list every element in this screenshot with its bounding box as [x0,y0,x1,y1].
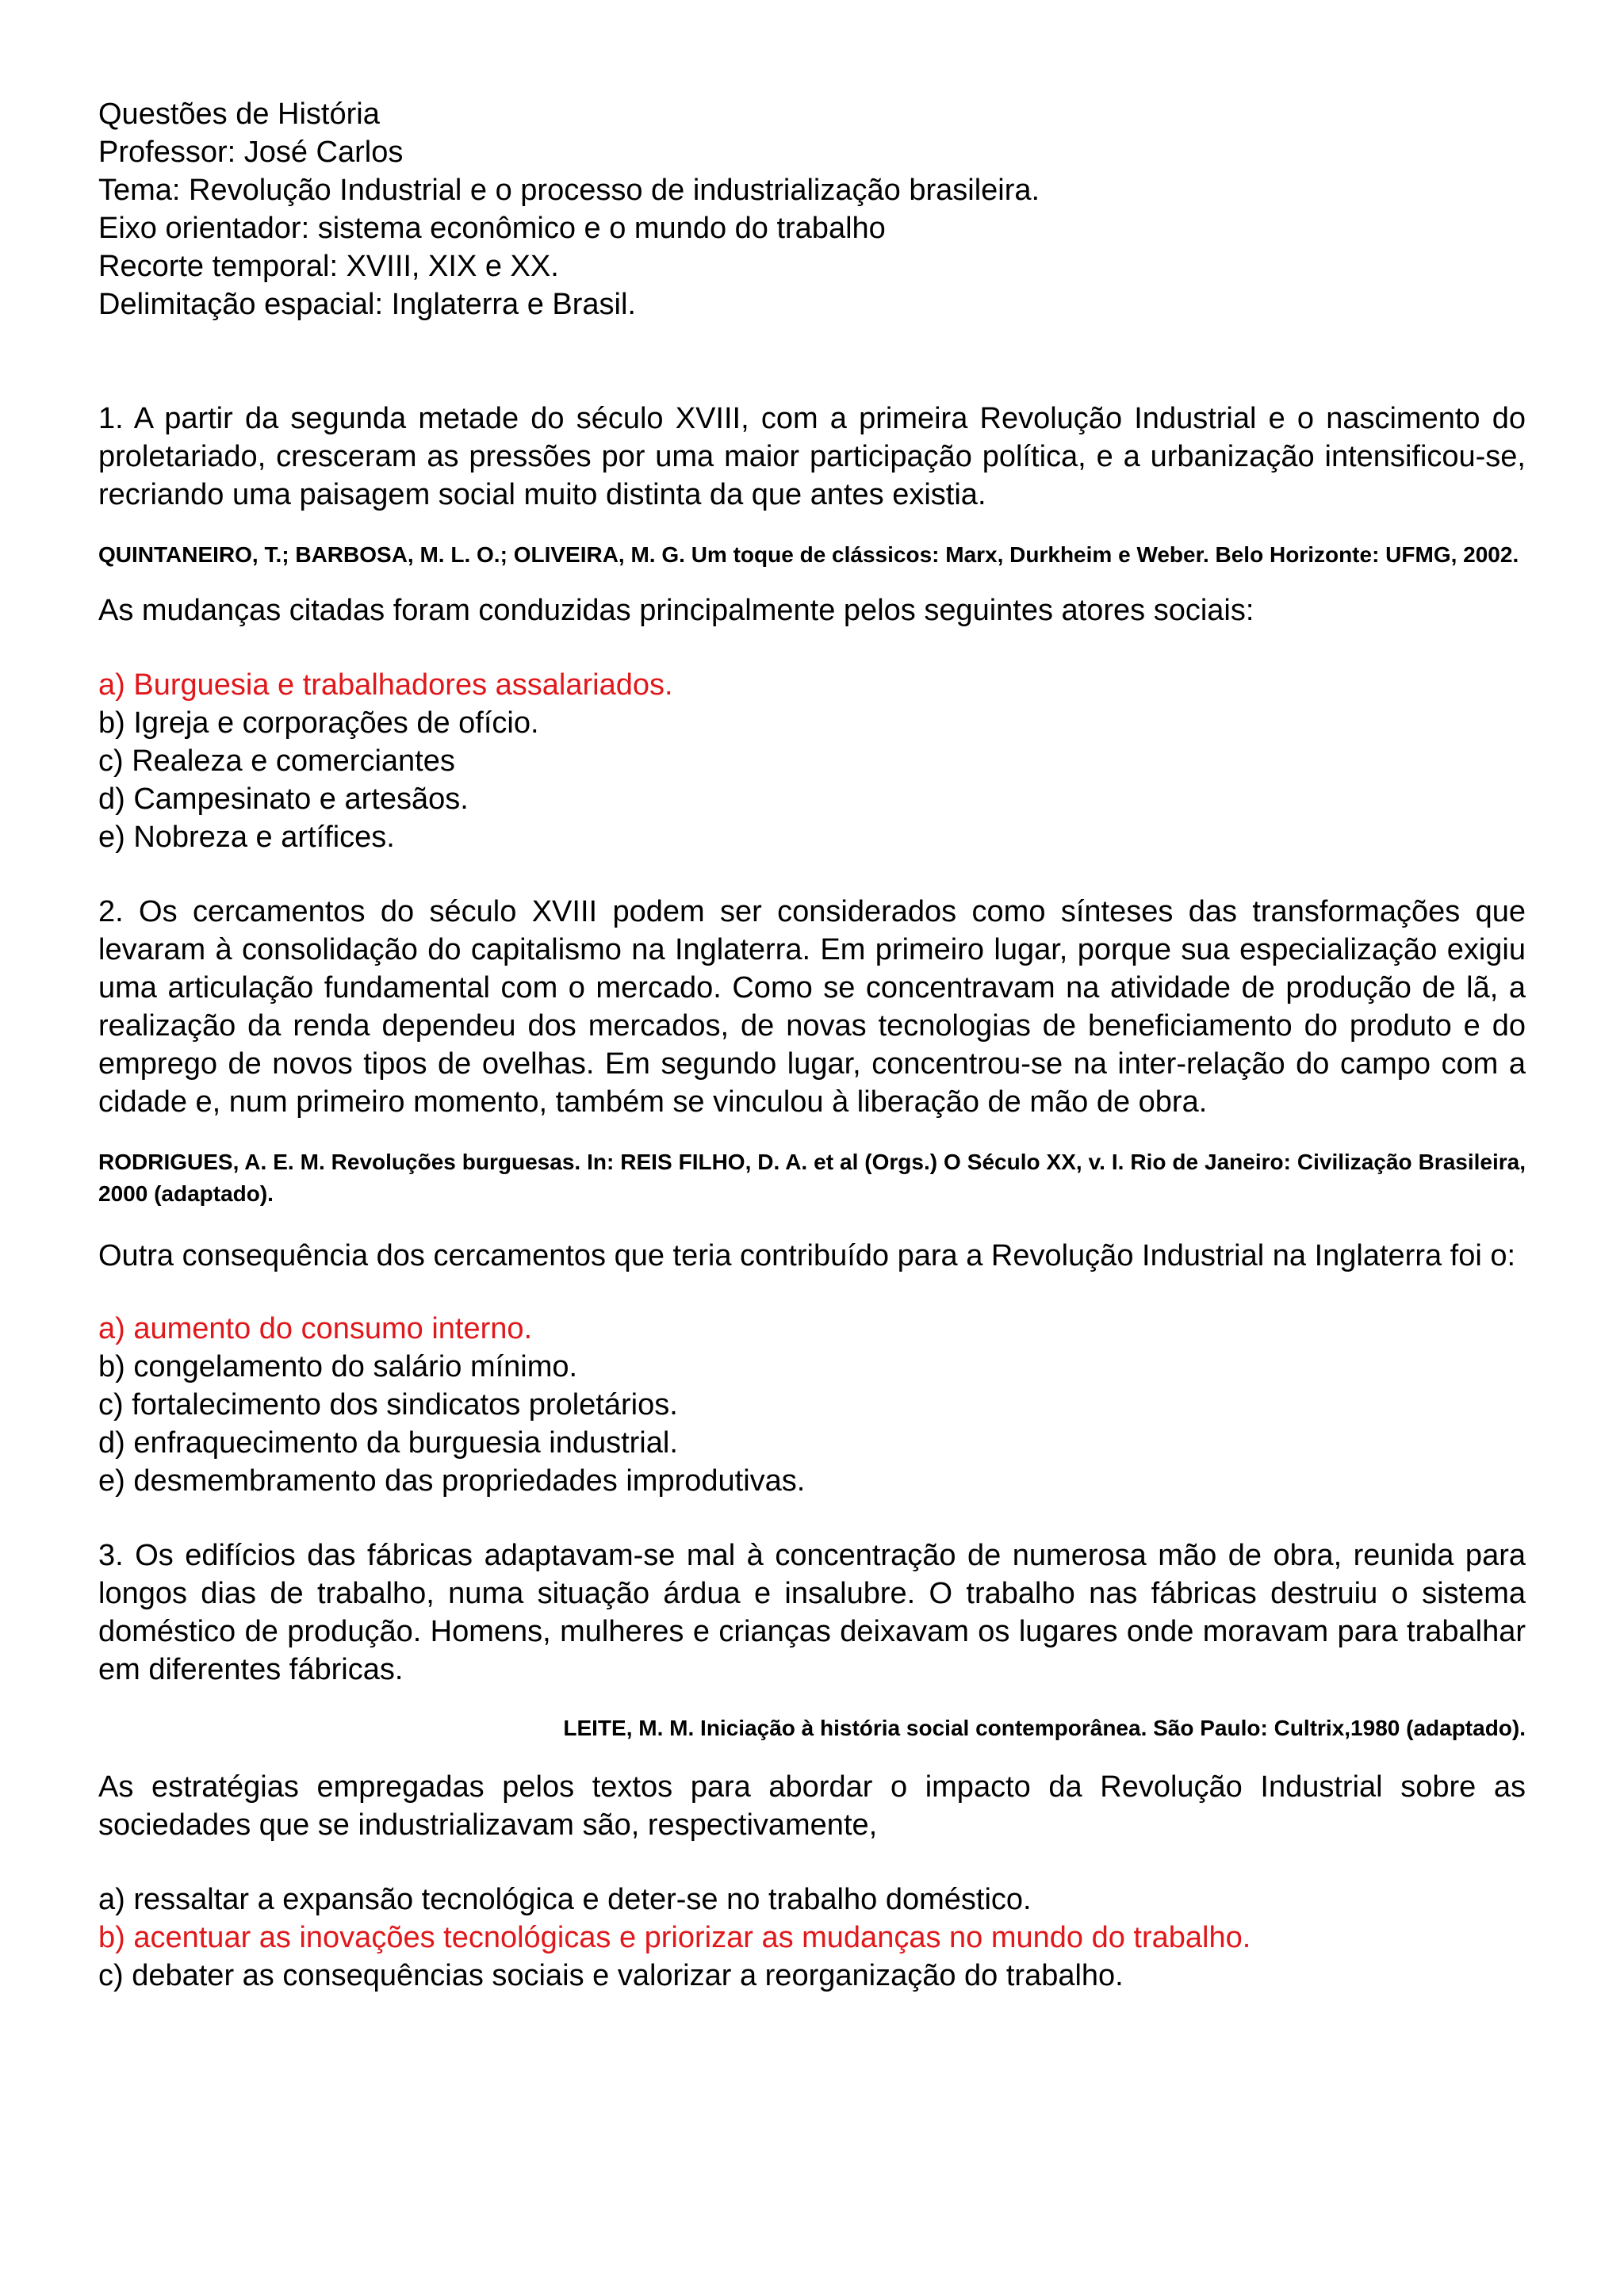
question-1-text: 1. A partir da segunda metade do século XVIII, com a primeira Revolução Industrial e o nascimento do proletariado, cresceram as pressões por uma maior participação política, e a urbanização intensificou-se, recriando uma paisagem social muito distinta da que antes existia. [98,402,1526,511]
question-2-citation: RODRIGUES, A. E. M. Revoluções burguesas. In: REIS FILHO, D. A. et al (Orgs.) O Século XX, v. I. Rio de Janeiro: Civilização Brasileira, 2000 (adaptado). [98,1150,1526,1206]
question-2-prompt: Outra consequência dos cercamentos que teria contribuído para a Revolução Industrial na Inglaterra foi o: [98,1239,1516,1272]
question-2-option-d[interactable]: d) enfraquecimento da burguesia industrial. [98,1426,678,1460]
question-1-option-b[interactable]: b) Igreja e corporações de ofício. [98,706,539,740]
question-3-option-c[interactable]: c) debater as consequências sociais e valorizar a reorganização do trabalho. [98,1959,1124,1992]
question-2-option-a[interactable]: a) aumento do consumo interno. [98,1312,533,1345]
question-1-option-c[interactable]: c) Realeza e comerciantes [98,744,455,778]
question-1-option-d[interactable]: d) Campesinato e artesãos. [98,783,469,816]
question-3-text: 3. Os edifícios das fábricas adaptavam-se mal à concentração de numerosa mão de obra, reunida para longos dias de trabalho, numa situação árdua e insalubre. O trabalho nas fábricas destruiu o sistema doméstico de produção. Homens, mulheres e crianças deixavam os lugares onde moravam para trabalhar em diferentes fábricas. [98,1539,1526,1686]
question-1-option-e[interactable]: e) Nobreza e artífices. [98,821,395,854]
question-1-options [98,666,1526,856]
header-delimitacao: Delimitação espacial: Inglaterra e Brasil. [98,288,636,321]
question-1-citation: QUINTANEIRO, T.; BARBOSA, M. L. O.; OLIVEIRA, M. G. Um toque de clássicos: Marx, Durkheim e Weber. Belo Horizonte: UFMG, 2002. [98,542,1519,567]
document-header [98,95,1526,323]
question-3-option-a[interactable]: a) ressaltar a expansão tecnológica e deter-se no trabalho doméstico. [98,1883,1032,1916]
header-eixo: Eixo orientador: sistema econômico e o mundo do trabalho [98,212,886,245]
question-2-option-c[interactable]: c) fortalecimento dos sindicatos proletários. [98,1388,678,1422]
question-3-option-b[interactable]: b) acentuar as inovações tecnológicas e priorizar as mudanças no mundo do trabalho. [98,1921,1251,1954]
question-2-text: 2. Os cercamentos do século XVIII podem ser considerados como sínteses das transformações que levaram à consolidação do capitalismo na Inglaterra. Em primeiro lugar, porque sua especialização exigiu uma articulação fundamental com o mercado. Como se concentravam na atividade de produção de lã, a realização da renda dependeu dos mercados, de novas tecnologias de beneficiamento do produto e do emprego de novos tipos de ovelhas. Em segundo lugar, concentrou-se na inter-relação do campo com a cidade e, num primeiro momento, também se vinculou à liberação de mão de obra. [98,895,1526,1119]
header-professor: Professor: José Carlos [98,136,404,169]
question-2-option-e[interactable]: e) desmembramento das propriedades improdutivas. [98,1464,806,1498]
header-tema: Tema: Revolução Industrial e o processo de industrialização brasileira. [98,174,1040,207]
question-1 [98,400,1526,856]
question-2-option-b[interactable]: b) congelamento do salário mínimo. [98,1350,578,1383]
question-3 [98,1536,1526,1995]
header-recorte: Recorte temporal: XVIII, XIX e XX. [98,250,559,283]
question-3-prompt: As estratégias empregadas pelos textos para abordar o impacto da Revolução Industrial sobre as sociedades que se industrializavam são, respectivamente, [98,1770,1526,1842]
question-2 [98,893,1526,1500]
document-content [98,95,1526,1995]
question-1-option-a[interactable]: a) Burguesia e trabalhadores assalariados. [98,668,673,702]
question-2-options [98,1310,1526,1500]
header-title: Questões de História [98,98,380,131]
question-1-prompt: As mudanças citadas foram conduzidas principalmente pelos seguintes atores sociais: [98,594,1254,627]
question-3-citation: LEITE, M. M. Iniciação à história social contemporânea. São Paulo: Cultrix,1980 (adaptado). [563,1716,1526,1740]
question-3-options [98,1881,1526,1995]
